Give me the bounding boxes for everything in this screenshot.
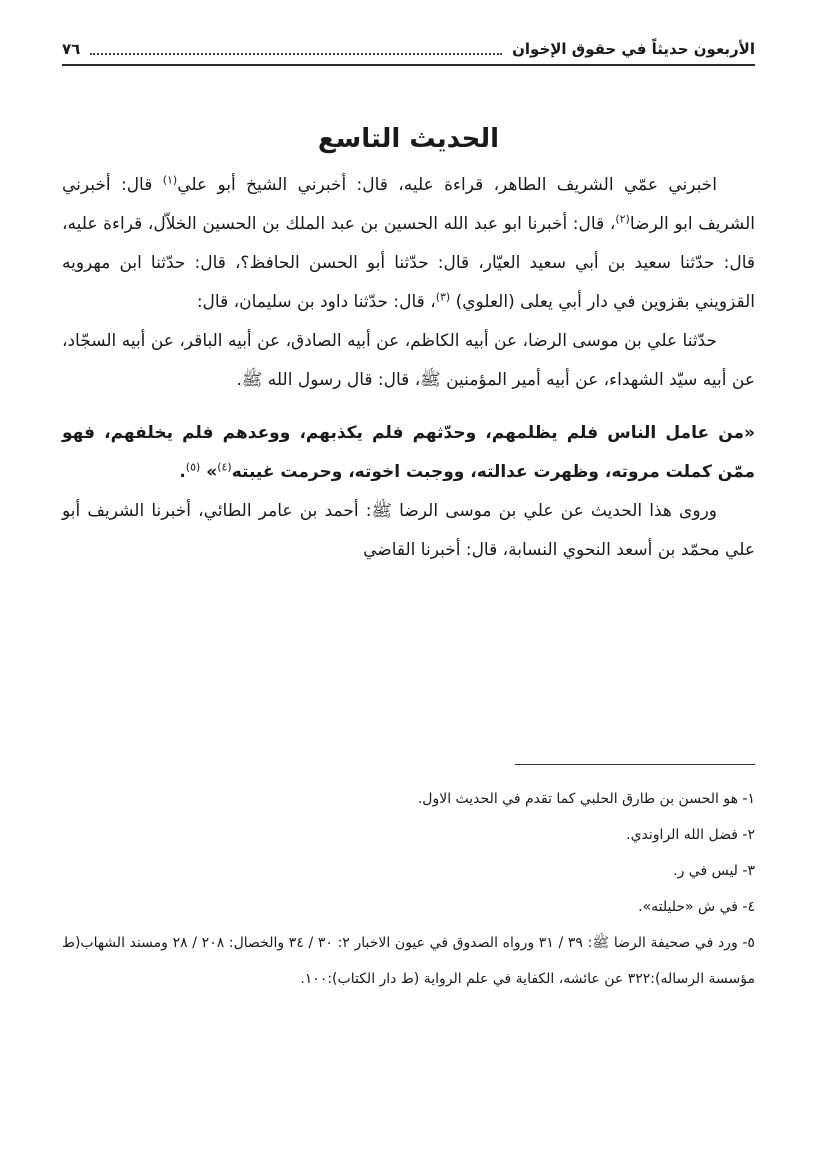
running-header <box>62 34 755 66</box>
footnote-ref-3[interactable]: (٣) <box>435 290 451 304</box>
footnote-ref-2[interactable]: (٢) <box>615 212 630 226</box>
footnotes-section <box>62 764 755 997</box>
footnote-2: ٢- فضل الله الراوندي. <box>626 827 755 843</box>
footnote-ref-1[interactable]: (١) <box>162 173 178 187</box>
paragraph-text: قال: أخبرني الشريف ابو الرضا <box>62 175 755 234</box>
hadith-quote <box>62 414 755 492</box>
paragraph-text: ، قال: أخبرنا ابو عبد الله الحسين بن عبد الملك بن الحسين الخلاّل، قراءة عليه، قال: حدّثنا سعيد بن أبي سعيد العيّار، قال: حدّثنا أبو الحسن الحافظ؟، قال: حدّثنا ابن مهرويه القزويني بقزوين في دار أبي يعلى (العلوي) <box>62 214 755 312</box>
paragraph-isnad <box>62 166 755 322</box>
footnote-4: ٤- في ش «حليلته». <box>638 899 755 915</box>
paragraph-text: ، قال: حدّثنا داود بن سليمان، قال: <box>196 292 436 312</box>
footnote-ref-5[interactable]: (٥) <box>185 460 201 474</box>
footnote-3: ٣- ليس في ر. <box>673 863 755 879</box>
chapter-title: الحديث التاسع <box>317 124 500 154</box>
page-number: ٧٦ <box>62 40 81 58</box>
paragraph-chain: حدّثنا علي بن موسى الرضا، عن أبيه الكاظم، عن أبيه الصادق، عن أبيه الباقر، عن أبيه السجّاد، عن أبيه سيّد الشهداء، عن أبيه أمير المؤمنين ﷺ، قال: قال رسول الله ﷺ. <box>62 331 755 390</box>
paragraph-text: اخبرني عمّي الشريف الطاهر، قراءة عليه، قال: أخبرني الشيخ أبو علي <box>177 175 717 195</box>
quote-text: «من عامل الناس فلم يظلمهم، وحدّثهم فلم يكذبهم، ووعدهم فلم يخلفهم، فهو ممّن كملت مروته، وظهرت عدالته، ووجبت اخوته، وحرمت غيبته <box>62 423 755 482</box>
footnote-5: ٥- ورد في صحيفة الرضا ﷺ: ٣٩ / ٣١ ورواه الصدوق في عيون الاخبار ٢: ٣٠ / ٣٤ والخصال: ٢٠٨ / ٢٨ ومسند الشهاب(ط مؤسسة الرساله):٣٢٢ عن عائشه، الكفاية في علم الرواية (ط دار الكتاب):١٠٠. <box>62 935 755 987</box>
footnote-ref-4[interactable]: (٤) <box>217 460 232 474</box>
quote-end: . <box>179 462 186 482</box>
footnote-1: ١- هو الحسن بن طارق الحلبي كما تقدم في الحديث الاول. <box>417 791 755 807</box>
header-title: الأربعون حديثاً في حقوق الإخوان <box>512 40 755 58</box>
main-text <box>62 118 755 570</box>
header-dot-leader <box>90 53 502 55</box>
paragraph-narration: وروى هذا الحديث عن علي بن موسى الرضا ﷺ: أحمد بن عامر الطائي، أخبرنا الشريف أبو علي محمّد بن أسعد النحوي النسابة، قال: أخبرنا القاضي <box>62 501 755 560</box>
quote-close: » <box>200 462 218 482</box>
footnote-divider <box>515 764 755 765</box>
